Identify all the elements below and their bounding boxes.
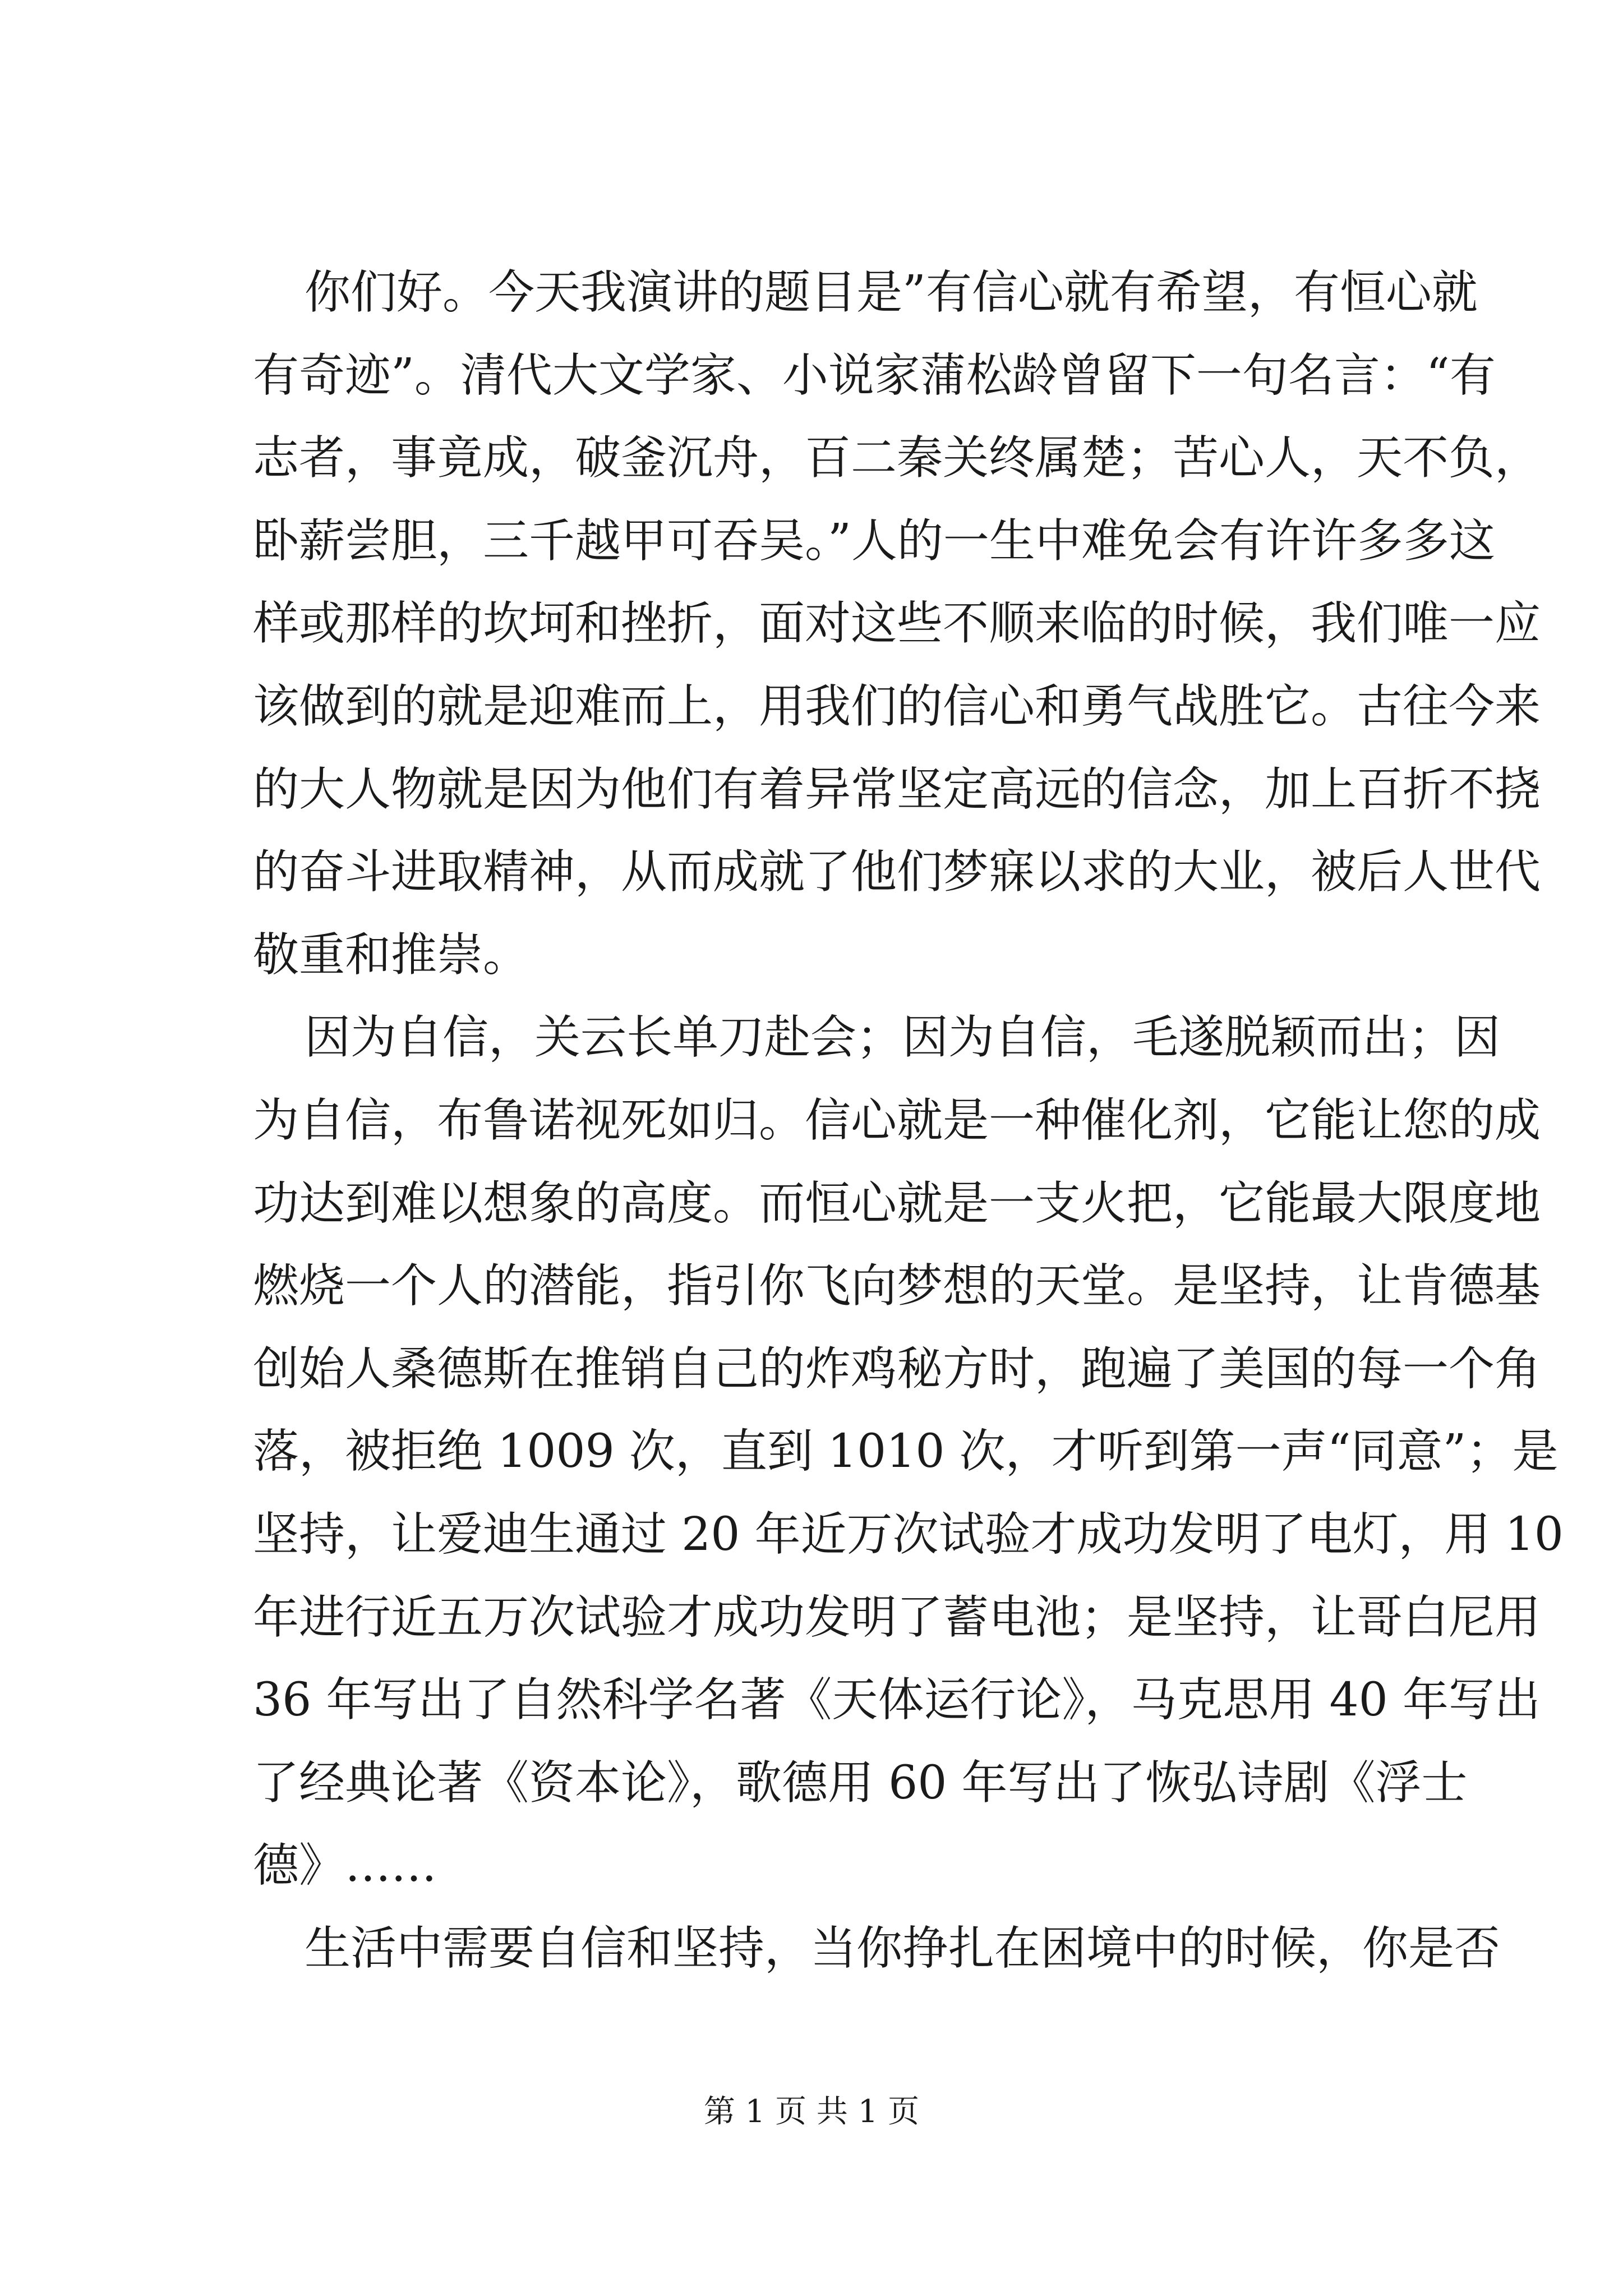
paragraph-2-line: 创始人桑德斯在推销自己的炸鸡秘方时，跑遍了美国的每一个角 bbox=[253, 1342, 1541, 1396]
page-footer: 第 1 页 共 1 页 bbox=[703, 2093, 920, 2130]
paragraph-2-line: 燃烧一个人的潜能，指引你飞向梦想的天堂。是坚持，让肯德基 bbox=[253, 1259, 1541, 1313]
paragraph-1-line: 卧薪尝胆，三千越甲可吞吴。”人的一生中难免会有许许多多这 bbox=[253, 514, 1495, 568]
paragraph-1-line: 的奋斗进取精神，从而成就了他们梦寐以求的大业，被后人世代 bbox=[253, 845, 1541, 899]
paragraph-2-line: 德》…… bbox=[253, 1839, 437, 1892]
paragraph-1-line: 敬重和推崇。 bbox=[253, 928, 529, 982]
paragraph-1-line: 你们好。今天我演讲的题目是”有信心就有希望，有恒心就 bbox=[305, 266, 1478, 319]
paragraph-1-line: 该做到的就是迎难而上，用我们的信心和勇气战胜它。古往今来 bbox=[253, 680, 1541, 733]
paragraph-2-line: 坚持，让爱迪生通过 20 年近万次试验才成功发明了电灯，用 10 bbox=[253, 1508, 1564, 1561]
paragraph-2-line: 落，被拒绝 1009 次，直到 1010 次，才听到第一声“同意”；是 bbox=[253, 1425, 1559, 1478]
paragraph-2-line: 功达到难以想象的高度。而恒心就是一支火把，它能最大限度地 bbox=[253, 1177, 1541, 1230]
paragraph-3-line: 生活中需要自信和坚持，当你挣扎在困境中的时候，你是否 bbox=[305, 1922, 1501, 1975]
paragraph-1-line: 的大人物就是因为他们有着异常坚定高远的信念，加上百折不挠 bbox=[253, 763, 1541, 816]
paragraph-2-line: 年进行近五万次试验才成功发明了蓄电池；是坚持，让哥白尼用 bbox=[253, 1591, 1541, 1644]
paragraph-2-line: 为自信，布鲁诺视死如归。信心就是一种催化剂，它能让您的成 bbox=[253, 1094, 1541, 1147]
paragraph-2-line: 36 年写出了自然科学名著《天体运行论》，马克思用 40 年写出 bbox=[253, 1673, 1541, 1727]
paragraph-1-line: 有奇迹”。清代大文学家、小说家蒲松龄曾留下一句名言：“有 bbox=[253, 349, 1496, 402]
paragraph-2-line: 因为自信，关云长单刀赴会；因为自信，毛遂脱颖而出；因 bbox=[305, 1011, 1501, 1064]
paragraph-1-line: 志者，事竟成，破釜沉舟，百二秦关终属楚；苦心人，天不负， bbox=[253, 431, 1541, 485]
paragraph-2-line: 了经典论著《资本论》，歌德用 60 年写出了恢弘诗剧《浮士 bbox=[253, 1756, 1468, 1810]
paragraph-1-line: 样或那样的坎坷和挫折，面对这些不顺来临的时候，我们唯一应 bbox=[253, 597, 1541, 650]
